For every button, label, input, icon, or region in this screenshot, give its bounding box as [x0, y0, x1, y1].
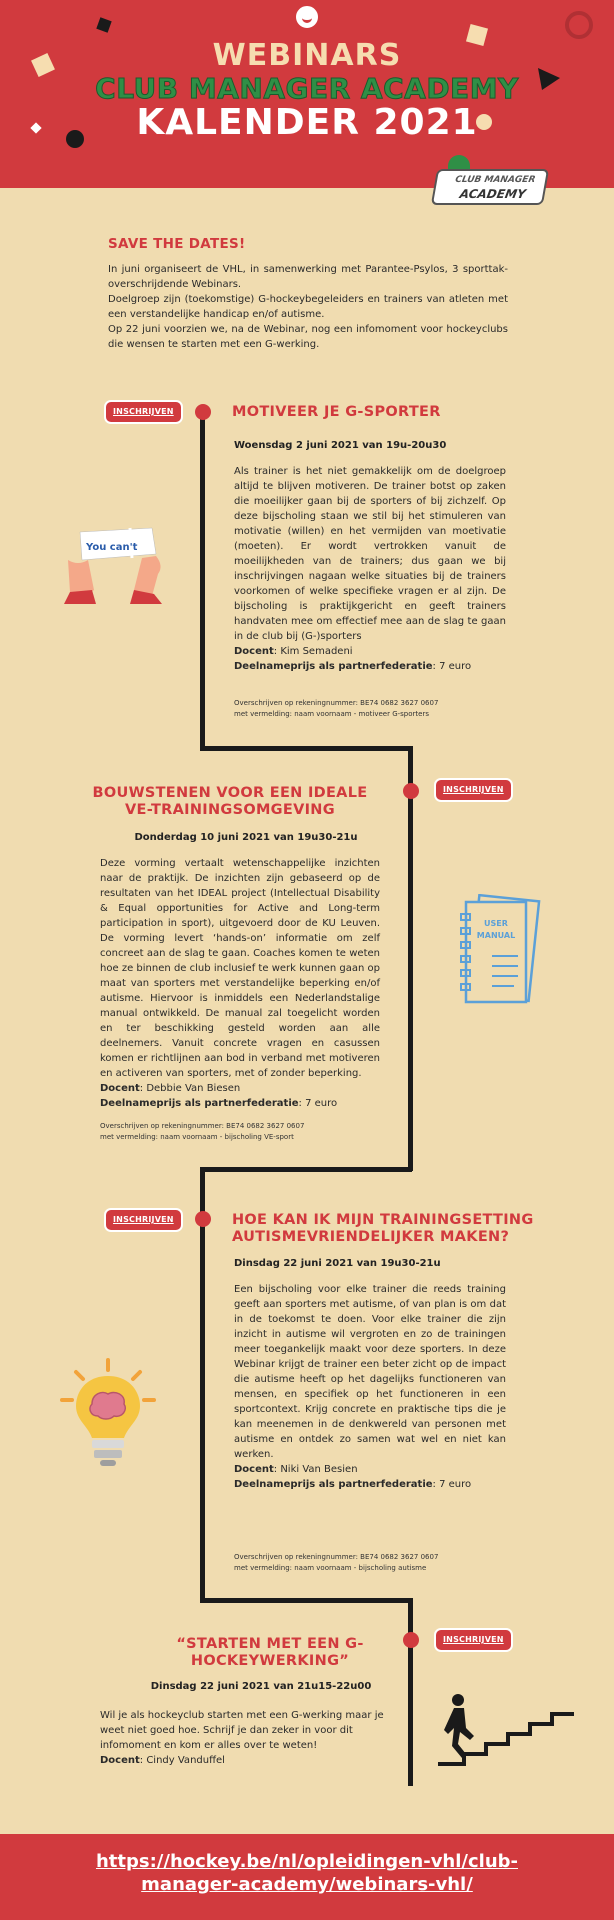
academy-logo-plate: [431, 169, 549, 205]
docent-label: Docent: [234, 646, 274, 657]
session-2-body: Deze vorming vertaalt wetenschappelijke inzichten naar de praktijk. De inzichten zijn gebaseerd op de resultaten van het IDEAL project (Intellectual Disability & Equal opportunities for Active and Long-term participation in sport), uitgevoerd door de KU Leuven. De vorming levert ‘hands-on’ informatie om zelf concreet aan de slag te gaan. Coaches komen te weten hoe ze binnen de club inclusief te werk kunnen gaan op maat van sporters met verstandelijke beperking en/of autisme. Hiervoor is inmiddels een Nederlandstalige manual ontwikkeld. De manual zal toegelicht worden en ter beschikking gesteld worden aan alle deelnemers. Vanuit concrete vragen en casussen komen er richtlijnen aan bod in verband met motiveren en activeren van sporters, met of zonder beperking.: [100, 858, 380, 1079]
person-climbing-stairs-icon: [436, 1692, 576, 1768]
timeline-dot: [195, 404, 211, 420]
bank-account: Overschrijven op rekeningnummer: BE74 0682 3627 0607: [234, 699, 439, 707]
session-2-title: [80, 785, 380, 819]
session-1-price: [234, 659, 506, 674]
footer-banner: [0, 1834, 614, 1920]
webinars-link[interactable]: https://hockey.be/nl/opleidingen-vhl/club-manager-academy/webinars-vhl/: [95, 1851, 518, 1895]
docent-label: Docent: [234, 1464, 274, 1475]
session-2-payment-info: [100, 1121, 400, 1143]
price-label: Deelnameprijs als partnerfederatie: [234, 661, 433, 672]
session-4-title-line1: “STARTEN MET EEN G-: [176, 1636, 364, 1652]
brain-lightbulb-icon: [56, 1358, 160, 1468]
session-3-title: [232, 1212, 534, 1246]
user-manual-icon: [458, 894, 548, 1006]
save-the-dates-title: SAVE THE DATES!: [108, 236, 246, 252]
session-1-title: MOTIVEER JE G-SPORTER: [232, 404, 441, 420]
session-1-date: Woensdag 2 juni 2021 van 19u-20u30: [234, 440, 447, 451]
docent-label: Docent: [100, 1083, 140, 1094]
timeline-line: [408, 1598, 413, 1786]
timeline-line: [200, 1167, 205, 1602]
register-button-session-3[interactable]: INSCHRIJVEN: [104, 1208, 183, 1232]
session-2-date: Donderdag 10 juni 2021 van 19u30-21u: [134, 832, 358, 843]
club-manager-academy-logo: [434, 155, 552, 207]
session-2-title-line2: VE-TRAININGSOMGEVING: [125, 802, 335, 818]
timeline-line: [200, 412, 205, 750]
session-3-price: [234, 1477, 506, 1492]
session-1-body: Als trainer is het niet gemakkelijk om de doelgroep altijd te blijven motiveren. De trainer botst op zaken die moeilijker gaan bij de sporters of bij zichzelf. Op deze bijscholing staan we stil bij het stimuleren van motivatie (willen) en het vermijden van moetivatie (moeten). Er wordt vertrokken vanuit de moeilijkheden van de trainers; dus gaan we bij inschrijvingen nagaan welke situaties bij de trainers voorkomen of welke specifieke vragen er al zijn. De bijscholing is praktijkgericht en geeft trainers handvaten mee om effectief mee aan de slag te gaan in de club bij (G-)sporters: [234, 466, 506, 642]
intro-paragraph: In juni organiseert de VHL, in samenwerking met Parantee-Psylos, 3 sporttak-overschrijdende Webinars.: [108, 264, 508, 290]
timeline-line: [200, 1598, 412, 1603]
payment-memo: met vermelding: naam voornaam - motiveer G-sporters: [234, 710, 429, 718]
price-label: Deelnameprijs als partnerfederatie: [100, 1098, 299, 1109]
register-button-session-1[interactable]: INSCHRIJVEN: [104, 400, 183, 424]
session-3-description: [234, 1282, 506, 1492]
docent-name: : Niki Van Besien: [273, 1464, 358, 1475]
intro-paragraph: Op 22 juni voorzien we, na de Webinar, nog een infomoment voor hockeyclubs die wensen te starten met een G-werking.: [108, 324, 508, 350]
manual-label-line2: MANUAL: [476, 931, 516, 940]
header-title-calendar: KALENDER 2021: [136, 102, 478, 143]
hockey-logo-icon: [294, 4, 320, 30]
you-cant-paper-icon: [60, 520, 170, 604]
session-3-docent: [234, 1462, 506, 1477]
header-title-academy: CLUB MANAGER ACADEMY: [95, 72, 519, 105]
session-1-payment-info: [234, 698, 514, 720]
header-title-webinars: WEBINARS: [212, 38, 402, 73]
payment-memo: met vermelding: naam voornaam - bijscholing autisme: [234, 1564, 427, 1572]
session-3-date: Dinsdag 22 juni 2021 van 19u30-21u: [234, 1258, 441, 1269]
square-decoration-icon: [95, 16, 113, 34]
academy-logo-line2: ACADEMY: [458, 187, 527, 201]
timeline-dot: [195, 1211, 211, 1227]
register-button-session-2[interactable]: INSCHRIJVEN: [434, 778, 513, 802]
intro-text: [108, 262, 508, 352]
session-3-title-line2: AUTISMEVRIENDELIJKER MAKEN?: [232, 1229, 510, 1245]
timeline-dot: [403, 783, 419, 799]
bank-account: Overschrijven op rekeningnummer: BE74 0682 3627 0607: [100, 1122, 305, 1130]
timeline-line: [200, 746, 412, 751]
docent-name: : Kim Semadeni: [273, 646, 353, 657]
session-2-docent: [100, 1081, 380, 1096]
docent-name: : Debbie Van Biesen: [139, 1083, 241, 1094]
session-4-date: Dinsdag 22 juni 2021 van 21u15-22u00: [150, 1681, 372, 1692]
price-value: : 7 euro: [432, 1479, 472, 1490]
ring-decoration-icon: [562, 8, 596, 42]
docent-name: : Cindy Vanduffel: [139, 1755, 225, 1766]
session-4-title-line2: HOCKEYWERKING”: [190, 1653, 350, 1669]
price-label: Deelnameprijs als partnerfederatie: [234, 1479, 433, 1490]
intro-paragraph: Doelgroep zijn (toekomstige) G-hockeybegeleiders en trainers van atleten met een verstandelijke handicap en/of autisme.: [108, 294, 508, 320]
register-button-session-4[interactable]: INSCHRIJVEN: [434, 1628, 513, 1652]
you-cant-text: You can't: [86, 542, 138, 553]
price-value: : 7 euro: [298, 1098, 338, 1109]
session-4-description: [100, 1708, 390, 1768]
session-4-body: Wil je als hockeyclub starten met een G-werking maar je weet niet goed hoe. Schrijf je dan zeker in voor dit infomoment en kom er alles over te weten!: [100, 1710, 384, 1751]
bank-account: Overschrijven op rekeningnummer: BE74 0682 3627 0607: [234, 1553, 439, 1561]
session-3-title-line1: HOE KAN IK MIJN TRAININGSETTING: [232, 1212, 534, 1228]
session-4-docent: [100, 1753, 390, 1768]
session-2-price: [100, 1096, 380, 1111]
timeline-line: [408, 746, 413, 1171]
timeline-dot: [403, 1632, 419, 1648]
academy-logo-line1: CLUB MANAGER: [454, 175, 537, 185]
session-2-title-line1: BOUWSTENEN VOOR EEN IDEALE: [92, 785, 368, 801]
docent-label: Docent: [100, 1755, 140, 1766]
session-3-payment-info: [234, 1552, 514, 1574]
session-4-title: [150, 1636, 390, 1670]
manual-label-line1: USER: [484, 919, 508, 928]
session-2-description: [100, 856, 380, 1111]
session-1-docent: [234, 644, 506, 659]
payment-memo: met vermelding: naam voornaam - bijscholing VE-sport: [100, 1133, 294, 1141]
timeline-line: [200, 1167, 412, 1172]
session-1-description: [234, 464, 506, 674]
session-3-body: Een bijscholing voor elke trainer die reeds training geeft aan sporters met autisme, of van plan is om dat in de toekomst te doen. Voor elke trainer die zijn inzicht in autisme wil vergroten en zo de trainingen meer toegankelijk maakt voor deze sporters. In deze Webinar krijgt de trainer een beter zicht op de impact die autisme heeft op het dagelijks functioneren van mensen, en specifiek op het functioneren in een sportcontext. Krijg concrete en praktische tips die je kan meenemen in de denkwereld van personen met autisme en ontdek zo samen wat wel en niet kan werken.: [234, 1284, 506, 1460]
price-value: : 7 euro: [432, 661, 472, 672]
